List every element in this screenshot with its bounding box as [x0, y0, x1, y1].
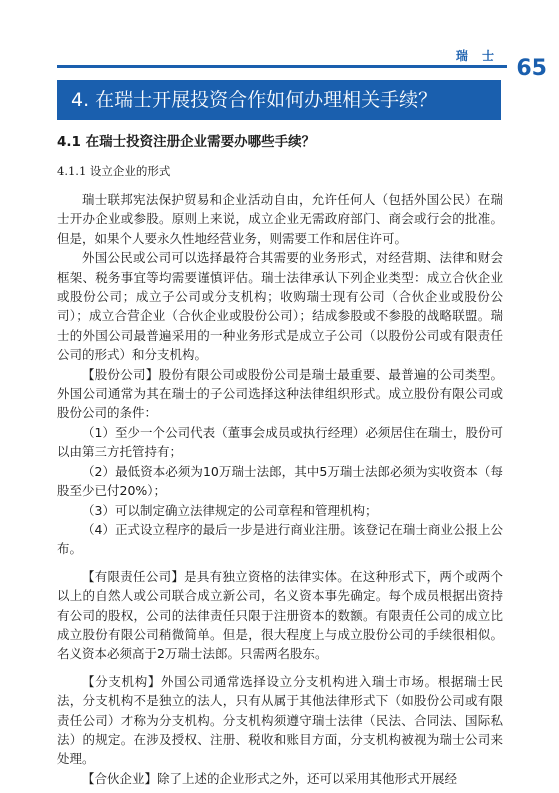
paragraph: 【股份公司】股份有限公司或股份公司是瑞士最重要、最普遍的公司类型。外国公司通常为其在瑞士的子公司选择这种法律组织形式。成立股份有限公司或股份公司的条件： [57, 366, 503, 421]
header-rule [57, 65, 507, 68]
section-title: 4.1 在瑞士投资注册企业需要办哪些手续？ [57, 134, 316, 150]
body-text [57, 190, 503, 788]
paragraph: 外国公民或公司可以选择最符合其需要的业务形式，对经营期、法律和财会框架、税务事宜等均需要谨慎评估。瑞士法律承认下列企业类型：成立合伙企业或股份公司；成立子公司或分支机构；收购瑞士现有公司（合伙企业或股份公司）；成立合营企业（合伙企业或股份公司）；结成参股或不参股的战略联盟。瑞士的外国公司最普遍采用的一种业务形式是成立子公司（以股份公司或有限责任公司的形式）和分支机构。 [57, 250, 503, 363]
paragraph: （4）正式设立程序的最后一步是进行商业注册。该登记在瑞士商业公报上公布。 [57, 521, 503, 557]
paragraph: （3）可以制定确立法律规定的公司章程和管理机构； [82, 502, 378, 518]
page-number: 65 [516, 56, 547, 81]
chapter-title: 4. 在瑞士开展投资合作如何办理相关手续？ [57, 80, 501, 120]
paragraph: （1）至少一个公司代表（董事会成员或执行经理）必须居住在瑞士，股份可以由第三方托管持有； [57, 424, 503, 460]
paragraph: 【分支机构】外国公司通常选择设立分支机构进入瑞士市场。根据瑞士民法，分支机构不是独立的法人，只有从属于其他法律形式下（如股份公司或有限责任公司）才称为分支机构。分支机构须遵守瑞士法律（民法、合同法、国际私法）的规定。在涉及授权、注册、税收和账目方面，分支机构被视为瑞士公司来处理。 [57, 673, 503, 767]
paragraph: 【合伙企业】除了上述的企业形式之外，还可以采用其他形式开展经 [82, 770, 458, 786]
paragraph: 瑞士联邦宪法保护贸易和企业活动自由，允许任何人（包括外国公民）在瑞士开办企业或参股。原则上来说，成立企业无需政府部门、商会或行会的批准。但是，如果个人要永久性地经营业务，则需要工作和居住许可。 [57, 192, 503, 246]
page-header [0, 0, 559, 80]
subsection-title: 4.1.1 设立企业的形式 [57, 164, 171, 178]
paragraph: （2）最低资本必须为10万瑞士法郎，其中5万瑞士法郎必须为实收资本（每股至少已付20%）； [57, 463, 503, 499]
paragraph: 【有限责任公司】是具有独立资格的法律实体。在这种形式下，两个或两个以上的自然人或公司联合成立新公司，名义资本事先确定。每个成员根据出资持有公司的股权，公司的法律责任只限于注册资本的数额。有限责任公司的成立比成立股份有限公司稍微简单。但是，很大程度上与成立股份公司的手续很相似。名义资本必须高于2万瑞士法郎。只需两名股东。 [57, 568, 503, 662]
running-title: 瑞 士 [455, 49, 499, 63]
